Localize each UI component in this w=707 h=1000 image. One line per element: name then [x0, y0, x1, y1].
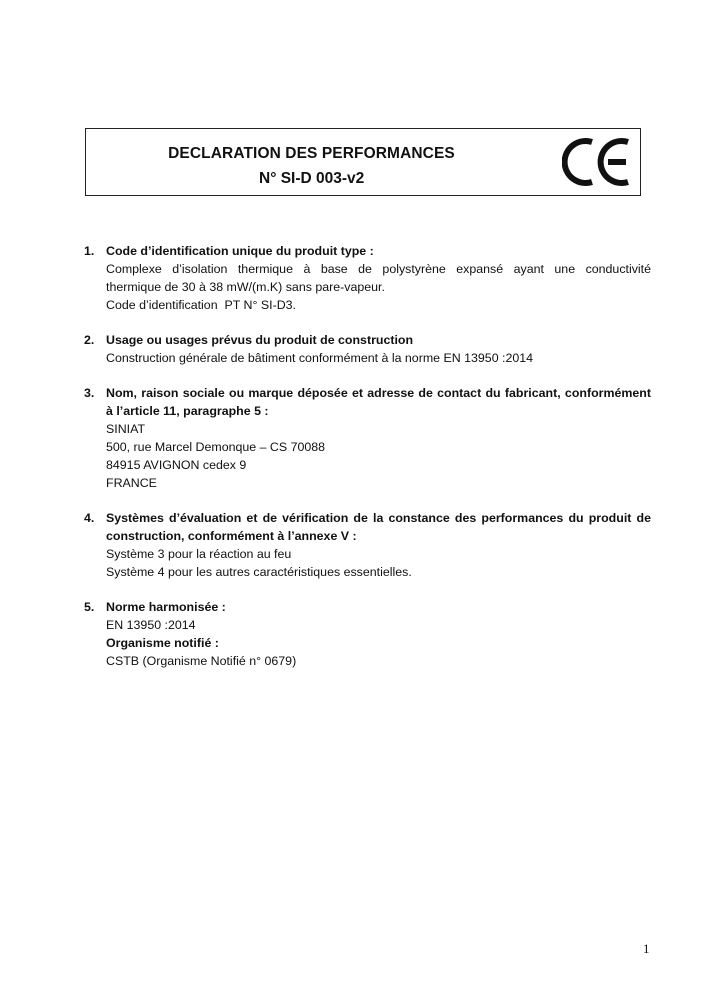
- section-heading: Norme harmonisée :: [106, 600, 226, 614]
- page-number: 1: [643, 941, 650, 956]
- manufacturer-country: FRANCE: [106, 476, 157, 490]
- section-line: thermique de 30 à 38 mW/(m.K) sans pare-vapeur.: [106, 280, 385, 294]
- section-line: Construction générale de bâtiment conformément à la norme EN 13950 :2014: [106, 351, 534, 365]
- notified-body-heading: Organisme notifié :: [106, 636, 219, 650]
- section-assessment-systems: [84, 509, 651, 581]
- section-heading: Code d’identification unique du produit type :: [106, 244, 374, 258]
- section-line: Complexe d’isolation thermique à base de polystyrène expansé ayant une conductivité: [106, 262, 651, 276]
- section-number: 3.: [84, 386, 95, 400]
- section-harmonised-standard: [84, 598, 651, 670]
- section-heading: construction, conformément à l’annexe V :: [106, 529, 357, 543]
- section-number: 4.: [84, 511, 95, 525]
- section-heading: Systèmes d’évaluation et de vérification de la constance des performances du produit de: [106, 511, 651, 525]
- title-box: [85, 128, 641, 196]
- section-identification-code: [84, 242, 651, 314]
- standard-reference: EN 13950 :2014: [106, 618, 196, 632]
- ce-mark-icon: [562, 135, 634, 189]
- section-number: 1.: [84, 244, 95, 258]
- section-line: Système 3 pour la réaction au feu: [106, 547, 292, 561]
- manufacturer-name: SINIAT: [106, 422, 146, 436]
- document-reference: N° SI-D 003-v2: [259, 170, 365, 187]
- section-heading: Nom, raison sociale ou marque déposée et adresse de contact du fabricant, conformément: [106, 386, 651, 400]
- document-title: DECLARATION DES PERFORMANCES: [168, 145, 455, 162]
- section-heading: Usage ou usages prévus du produit de construction: [106, 333, 414, 347]
- section-line: Code d’identification PT N° SI-D3.: [106, 298, 296, 312]
- section-number: 5.: [84, 600, 95, 614]
- section-number: 2.: [84, 333, 95, 347]
- manufacturer-address: 500, rue Marcel Demonque – CS 70088: [106, 440, 326, 454]
- section-line: Système 4 pour les autres caractéristiques essentielles.: [106, 565, 412, 579]
- section-heading: à l’article 11, paragraphe 5 :: [106, 404, 269, 418]
- declaration-sections: [84, 242, 651, 687]
- section-intended-use: [84, 331, 651, 367]
- section-manufacturer: [84, 384, 651, 492]
- notified-body: CSTB (Organisme Notifié n° 0679): [106, 654, 297, 668]
- manufacturer-city: 84915 AVIGNON cedex 9: [106, 458, 247, 472]
